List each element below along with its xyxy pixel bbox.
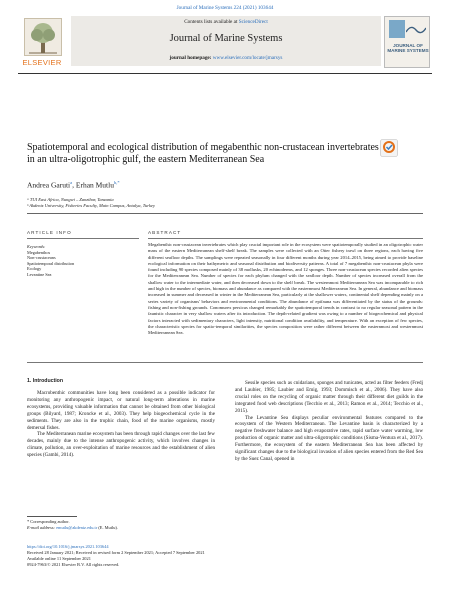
journal-title: Journal of Marine Systems [169, 33, 283, 44]
elsevier-tree-icon [24, 18, 62, 56]
journal-banner [71, 16, 381, 66]
elsevier-wordmark: ELSEVIER [22, 58, 62, 67]
cover-wave-icon [406, 22, 426, 36]
author-separator: , [72, 180, 76, 190]
cover-title: JOURNAL OF MARINE SYSTEMS [387, 43, 429, 53]
affiliations [27, 197, 155, 210]
footnotes [27, 519, 118, 531]
doi-link[interactable]: https://doi.org/10.1016/j.jmarsys.2021.103644 [27, 544, 109, 549]
author-affil-marker: a [70, 180, 73, 185]
abstract-heading: ABSTRACT [148, 230, 182, 235]
author-affil-marker: b,* [113, 180, 120, 185]
header-rule [27, 213, 423, 214]
bibliographic-info [27, 544, 205, 568]
keyword: Ecology [27, 266, 42, 272]
email-suffix: (E. Mutlu). [97, 525, 118, 531]
paragraph: Macrobenthic communities have long been considered as a possible indicator for monitoring any anthropogenic impact, or natural long-term alterations in marine ecosystems, providing valuable information that cannot be obtained from other biological groups (Bilyard, 1987; Kroncke et al., 2003). They help biogeochemical cycle in the sediments. They are also in the trophic chain, food of the marine organisms, mostly demersal fishes. [27, 390, 215, 431]
footnote-rule [27, 516, 77, 517]
author-name[interactable]: Andrea Garuti [27, 180, 71, 190]
paragraph: The Mediterranean marine ecosystem has been through rapid changes over the last few decades, mainly due to the intense anthropogenic activity, which involves changes in climate, pollution, an over-exploitation of marine resources and the establishment of alien species (Gambi, 2014). [27, 431, 215, 459]
abstract-rule [148, 238, 423, 239]
author-name[interactable]: Erhan Mutlu [75, 180, 114, 190]
homepage-line [71, 55, 381, 61]
paragraph: The Levantine Sea displays peculiar environmental features compared to the ecosystem of the Western Mediterranean. The Levantine basin is characterized by a negative freshwater balance and high evaporative rates, rapid surface water warming, low production of organic matter and ultra-oligotrophic conditions (Sisma-Ventura et al., 2017). Furthermore, the ecosystem of the eastern Mediterranean Sea has been affected by significant changes due to the biological invasion of alien species entered from the Red Sea by the Suez Canal, opened in [235, 414, 423, 462]
abstract-text: Megabenthic non-crustacean invertebrates which play crucial important role in the ecosystem were spatiotemporally studied in an oligotrophic water mass of the eastern Mediterranean shelf-shelf break. The samples were collected with an Otter fishery trawl on three regions, each having five different seafloor depths. The samplings were repeated seasonally in four different months during year 2014–2015, being aimed to provide baseline ecological information on their bathymetric and seasonal distribution and biodiversity patterns. A total of 7 megabenthic non-crustacean phyla were found including 90 species composed mainly of 38 mollusks, 20 echinoderms, and 12 sponges. Three non-crustacean species recorded alien species for the Mediterranean Sea. Number of species for each phylum changed with the seafloor depth. Number of species increased overall from the shallow water to the intermediate water, and then decreased down to the shelf break. The westernmost Mediterranean Sea was incomparable to rich and high in the number of species, biomass and abundance as compared with the easternmost Mediterranean Sea. In general, abundance and biomass increased in summer and decreased in winter in the Mediterranean Sea, particularly at the shallower waters, continental shelf depending mainly on a series variety of organisms' behaviors and environmental conditions. The abundance of epifauna was differentiated by the status of the grounds: fishing and non-fishing grounds. Conomurex persicus changed remarkably the spatiotemporal trends in contrast to no regular seasonal pattern in the faunistic character in very shallow waters after its introduction. The depth-related gradient was owing to a number of biogeochemical and physical factors interacted with sedimentary characters, light intensity, nutritional condition availability, and temperature. With an exception of few species, the characteristic species for spatio-temporal similarities, the species composition were rather different between the easternmost and westernmost Mediterranean Sea. [148, 242, 423, 336]
abstract-bottom-rule [27, 362, 423, 363]
section-heading-introduction: 1. Introduction [27, 378, 64, 384]
body-column-left [27, 390, 215, 459]
received-dates: Received 28 January 2021; Received in revised form 2 September 2021; Accepted 7 September 2021 [27, 550, 205, 556]
corresponding-author-note: * Corresponding author. [27, 519, 70, 524]
copyright: 0924-7963/© 2021 Elsevier B.V. All rights reserved. [27, 562, 120, 568]
keywords-label: Keywords: [27, 244, 46, 249]
masthead [18, 16, 432, 71]
contents-prefix: Contents lists available at [184, 19, 239, 25]
sciencedirect-link[interactable]: ScienceDirect [238, 19, 268, 25]
affiliation-a: ᵃ TUI East Africa, Nungwi – Zanzibar, Tanzania [27, 197, 114, 202]
email-link[interactable]: emutlu@akdeniz.edu.tr [56, 525, 98, 531]
paragraph: Sessile species such as cnidarians, sponges and tunicates, acted as filter feeders (Fredj and Laubier, 1985; Laubier and Emig, 1993; Dommisch et al., 2006). They have also crucial roles on the recycling of organic matter through their different diet guilds in the integrated food web descriptions (Tecchio et al., 2013; Ramon et al., 2014; Tecchio et al., 2015). [235, 380, 423, 414]
check-for-updates-icon[interactable] [380, 139, 398, 157]
keyword: Non-crustaceans [27, 255, 56, 261]
keyword: Megabenthos [27, 249, 51, 255]
article-info-heading: ARTICLE INFO [27, 230, 72, 235]
homepage-link[interactable]: www.elsevier.com/locate/jmarsys [212, 55, 283, 61]
email-label: E-mail address: [27, 525, 57, 531]
homepage-prefix: journal homepage: [169, 55, 213, 61]
journal-reference[interactable]: Journal of Marine Systems 224 (2021) 103644 [176, 5, 274, 11]
masthead-rule [18, 73, 432, 74]
journal-cover-thumbnail[interactable] [384, 16, 430, 68]
cover-image-block [389, 20, 405, 38]
contents-line [71, 19, 381, 25]
body-column-right [235, 380, 423, 463]
affiliation-b: ᵇ Akdeniz University, Fisheries Faculty, Main Campus, Antalya, Turkey [27, 203, 156, 209]
keywords-block [27, 244, 139, 278]
article-title: Spatiotemporal and ecological distribution of megabenthic non-crustacean invertebrates in an ultra-oligotrophic gulf, the eastern Mediterranean Sea [27, 142, 379, 166]
keyword: Levantine Sea [27, 271, 52, 277]
elsevier-logo[interactable] [18, 16, 66, 69]
authors-line [27, 180, 120, 190]
email-note [27, 525, 118, 531]
keyword: Spatiotemporal distribution [27, 260, 75, 266]
available-online: Available online 11 September 2021 [27, 556, 91, 562]
article-info-rule [27, 238, 139, 239]
